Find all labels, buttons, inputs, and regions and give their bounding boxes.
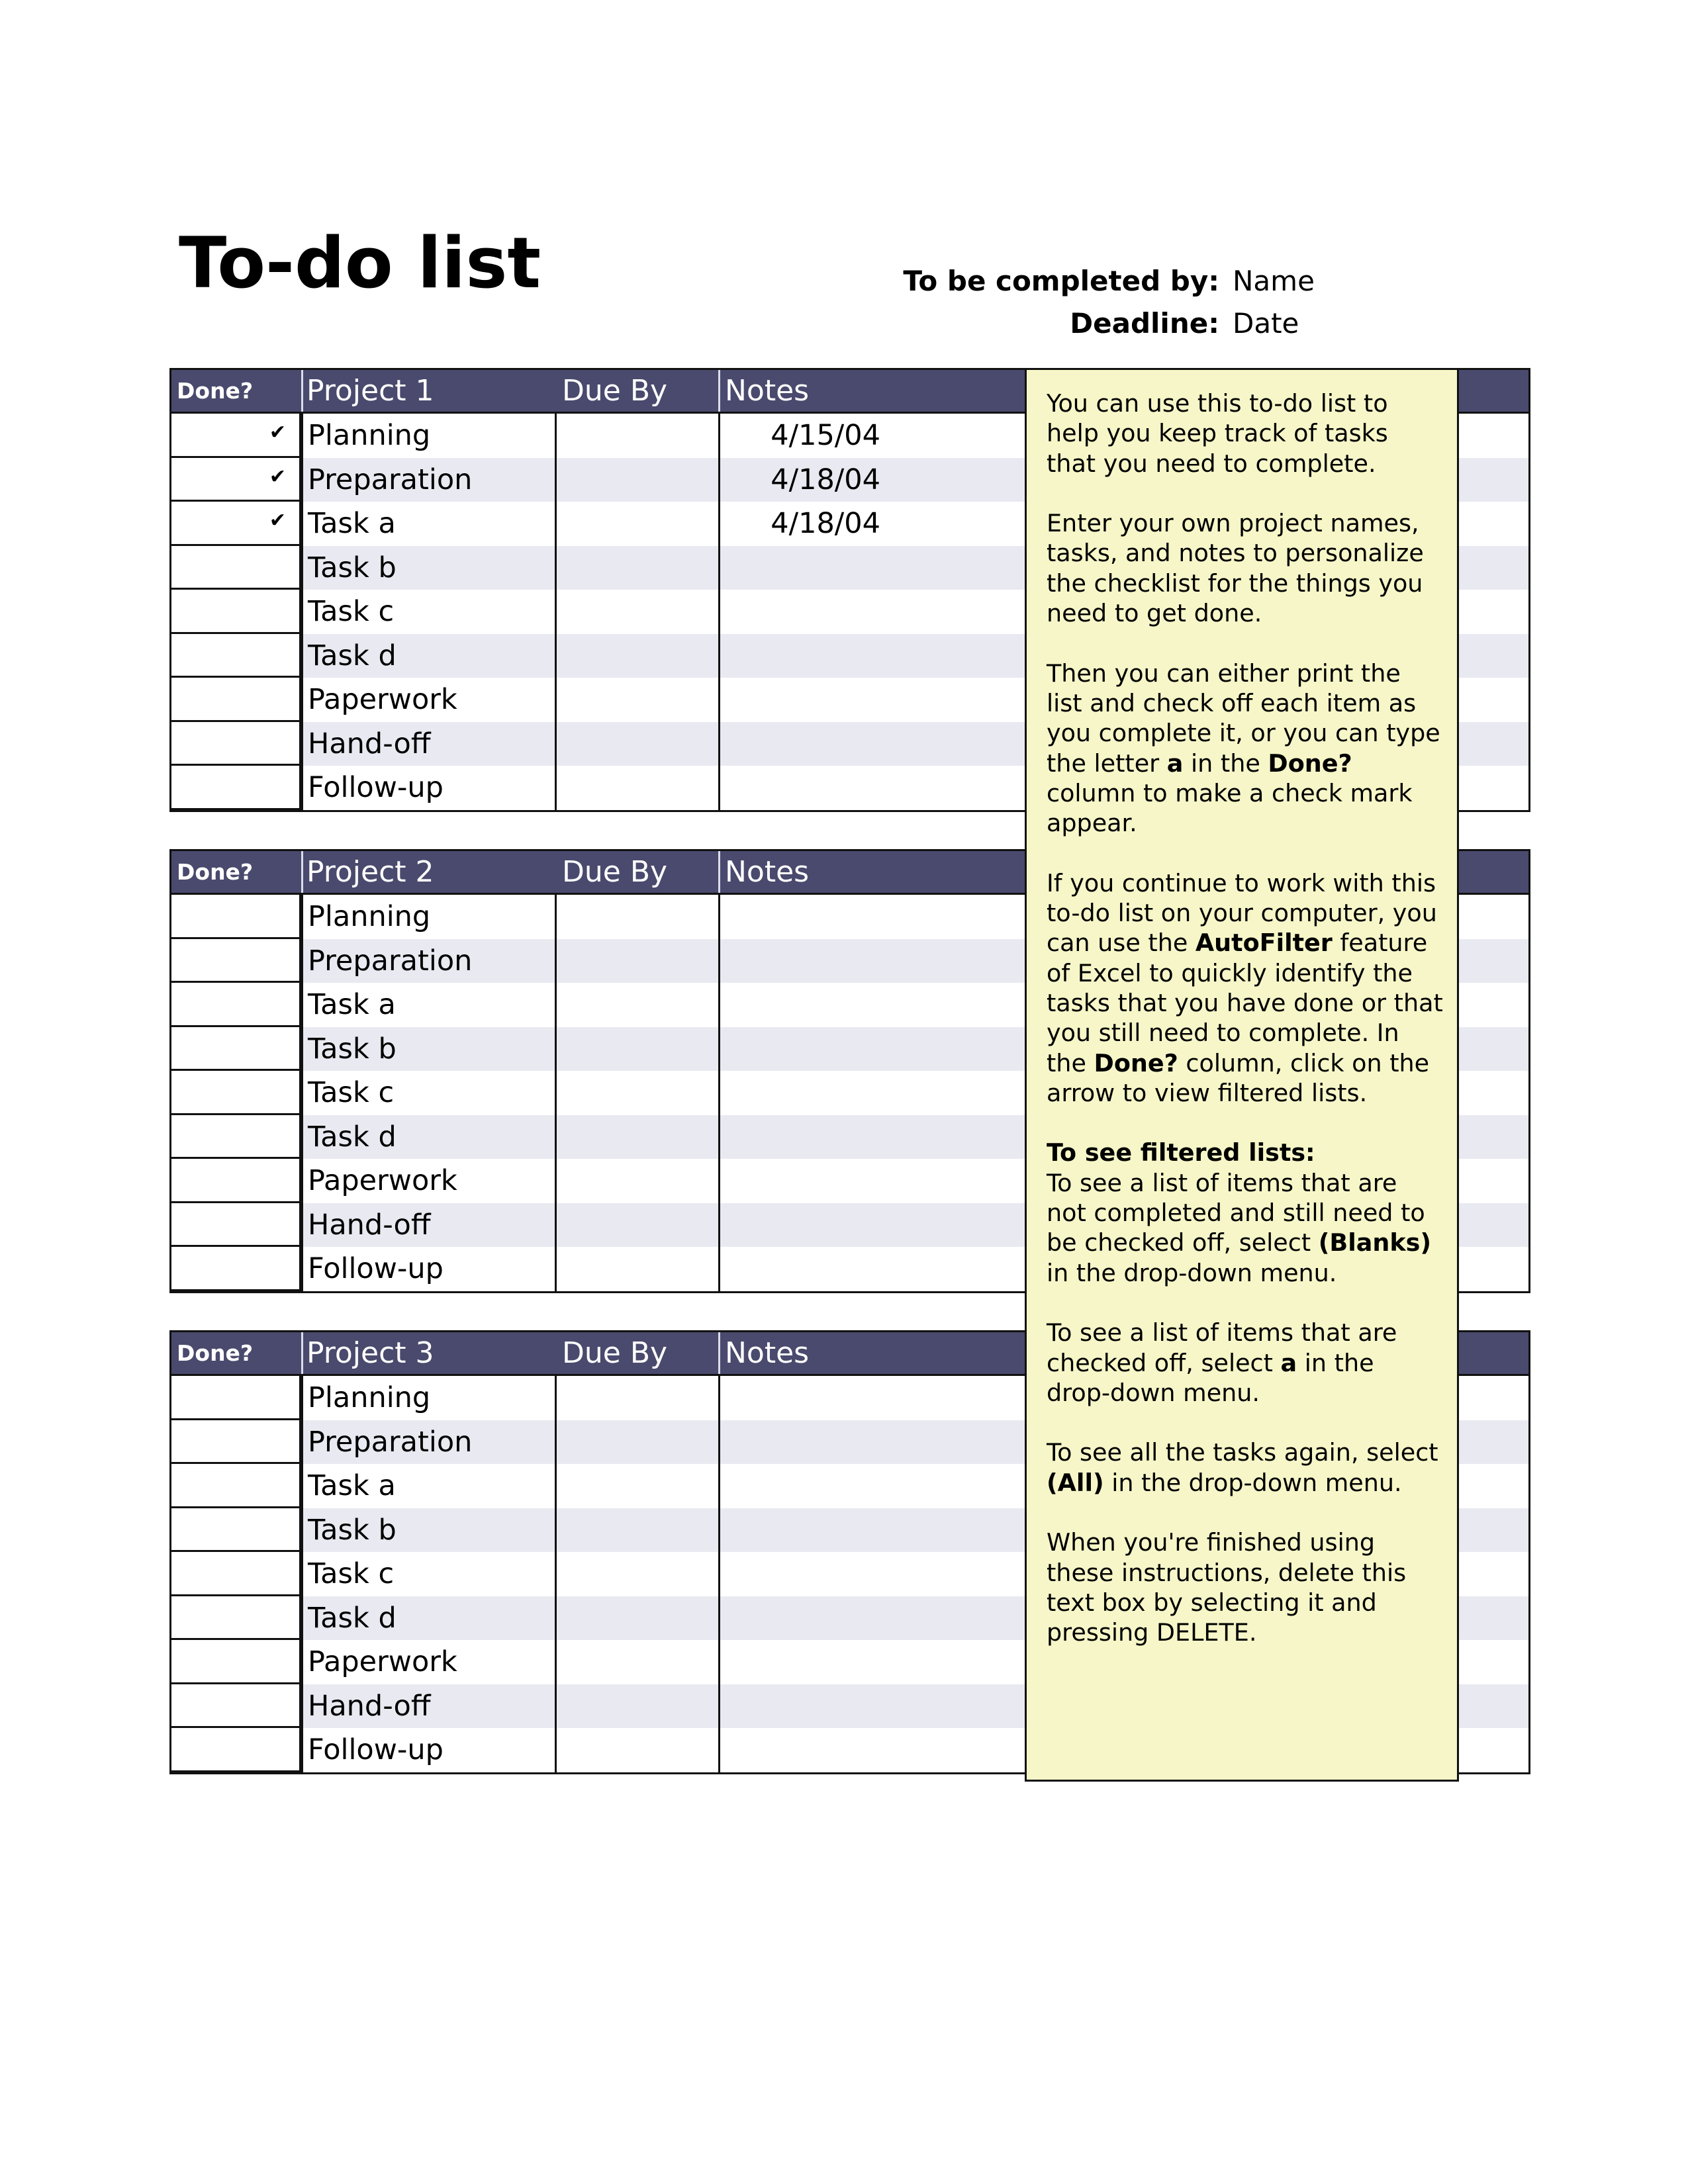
task-name-cell[interactable]: Follow-up	[308, 771, 444, 804]
due-by-header: Due By	[562, 1336, 668, 1370]
done-checkbox-cell[interactable]	[171, 1420, 301, 1465]
done-checkbox-cell[interactable]	[171, 678, 301, 722]
column-divider	[301, 1376, 303, 1772]
done-checkbox-cell[interactable]	[171, 1247, 301, 1291]
page-title: To-do list	[179, 222, 541, 304]
column-divider	[718, 895, 720, 1291]
done-checkbox-cell[interactable]	[171, 1728, 301, 1772]
header-separator	[301, 1332, 303, 1374]
instructions-paragraph: If you continue to work with this to-do list on your computer, you can use the AutoFilter feature of Excel to quickly identify the tasks that you have done or that you still need to complete. In the Done? column, click on the arrow to view filtered lists.	[1047, 868, 1443, 1107]
task-name-cell[interactable]: Task a	[308, 988, 396, 1021]
task-name-cell[interactable]: Hand-off	[308, 1689, 431, 1723]
project-name-header[interactable]: Project 3	[306, 1336, 434, 1370]
check-mark-icon: ✔	[269, 421, 286, 444]
done-checkbox-cell[interactable]	[171, 546, 301, 590]
notes-header: Notes	[725, 1336, 810, 1370]
task-name-cell[interactable]: Task b	[308, 1032, 397, 1066]
task-name-cell[interactable]: Preparation	[308, 1425, 473, 1459]
task-name-cell[interactable]: Planning	[308, 900, 431, 933]
header-separator	[718, 370, 720, 412]
due-by-header: Due By	[562, 374, 668, 408]
completed-by-label: To be completed by:	[903, 265, 1219, 297]
header-separator	[301, 851, 303, 893]
column-divider	[301, 895, 303, 1291]
instructions-paragraph: To see a list of items that are not completed and still need to be checked off, select (Blanks) in the drop-down menu.	[1047, 1168, 1432, 1287]
done-checkbox-cell[interactable]	[171, 1640, 301, 1684]
done-checkbox-cell[interactable]	[171, 590, 301, 634]
deadline-label: Deadline:	[1070, 307, 1219, 340]
instructions-paragraph: To see a list of items that are checked off, select a in the drop-down menu.	[1047, 1318, 1397, 1407]
done-checkbox-cell[interactable]	[171, 722, 301, 766]
done-checkbox-cell[interactable]	[171, 1071, 301, 1115]
task-name-cell[interactable]: Task c	[308, 1076, 395, 1109]
task-name-cell[interactable]: Planning	[308, 419, 431, 452]
done-checkbox-cell[interactable]	[171, 983, 301, 1027]
done-checkbox-cell[interactable]	[171, 766, 301, 810]
column-divider	[301, 414, 303, 810]
check-mark-icon: ✔	[269, 509, 286, 532]
task-name-cell[interactable]: Hand-off	[308, 1208, 431, 1242]
done-checkbox-cell[interactable]	[171, 1115, 301, 1160]
instructions-paragraph: Enter your own project names, tasks, and notes to personalize the checklist for the things you need to get done.	[1047, 509, 1424, 628]
done-checkbox-cell[interactable]	[171, 939, 301, 983]
task-name-cell[interactable]: Paperwork	[308, 1645, 457, 1678]
notes-header: Notes	[725, 374, 810, 408]
project-name-header[interactable]: Project 2	[306, 855, 434, 889]
done-column-header[interactable]: Done?	[177, 859, 254, 885]
task-name-cell[interactable]: Preparation	[308, 944, 473, 978]
column-divider	[718, 414, 720, 810]
done-checkbox-cell[interactable]	[171, 502, 301, 546]
task-name-cell[interactable]: Task d	[308, 639, 397, 672]
task-name-cell[interactable]: Follow-up	[308, 1252, 444, 1285]
task-name-cell[interactable]: Task d	[308, 1601, 397, 1635]
instructions-text-box[interactable]	[1025, 368, 1459, 1782]
instructions-paragraph: To see all the tasks again, select (All) in the drop-down menu.	[1047, 1438, 1438, 1497]
done-checkbox-cell[interactable]	[171, 1027, 301, 1071]
done-checkbox-cell[interactable]	[171, 1203, 301, 1248]
done-checkbox-cell[interactable]	[171, 895, 301, 939]
column-divider	[555, 895, 557, 1291]
task-name-cell[interactable]: Preparation	[308, 463, 473, 496]
task-name-cell[interactable]: Paperwork	[308, 1164, 457, 1197]
header-separator	[301, 370, 303, 412]
due-by-header: Due By	[562, 855, 668, 889]
done-checkbox-cell[interactable]	[171, 634, 301, 678]
instructions-heading: To see filtered lists:	[1047, 1138, 1315, 1167]
done-column-header[interactable]: Done?	[177, 1340, 254, 1366]
instructions-paragraph: Then you can either print the list and check off each item as you complete it, or you can type the letter a in the Done? column to make a check mark appear.	[1047, 659, 1440, 838]
check-mark-icon: ✔	[269, 465, 286, 488]
task-name-cell[interactable]: Task b	[308, 551, 397, 584]
due-date-cell[interactable]: 4/18/04	[771, 463, 880, 496]
task-name-cell[interactable]: Task a	[308, 1469, 396, 1502]
deadline-value[interactable]: Date	[1233, 307, 1299, 340]
done-checkbox-cell[interactable]	[171, 1508, 301, 1553]
notes-header: Notes	[725, 855, 810, 889]
completed-by-value[interactable]: Name	[1233, 265, 1315, 297]
instructions-paragraph: When you're finished using these instructions, delete this text box by selecting it and pressing DELETE.	[1047, 1528, 1407, 1647]
done-checkbox-cell[interactable]	[171, 1464, 301, 1508]
task-name-cell[interactable]: Task c	[308, 595, 395, 628]
done-checkbox-cell[interactable]	[171, 1596, 301, 1641]
done-checkbox-cell[interactable]	[171, 1159, 301, 1203]
column-divider	[718, 1376, 720, 1772]
column-divider	[555, 414, 557, 810]
task-name-cell[interactable]: Task c	[308, 1557, 395, 1590]
instructions-paragraph: You can use this to-do list to help you keep track of tasks that you need to complete.	[1047, 389, 1388, 478]
task-name-cell[interactable]: Planning	[308, 1381, 431, 1414]
done-column-header[interactable]: Done?	[177, 378, 254, 404]
task-name-cell[interactable]: Paperwork	[308, 683, 457, 716]
done-checkbox-cell[interactable]	[171, 414, 301, 458]
task-name-cell[interactable]: Task d	[308, 1120, 397, 1154]
task-name-cell[interactable]: Follow-up	[308, 1733, 444, 1766]
done-checkbox-cell[interactable]	[171, 1552, 301, 1596]
header-separator	[718, 1332, 720, 1374]
due-date-cell[interactable]: 4/18/04	[771, 507, 880, 540]
project-name-header[interactable]: Project 1	[306, 374, 434, 408]
done-checkbox-cell[interactable]	[171, 1684, 301, 1729]
task-name-cell[interactable]: Task b	[308, 1513, 397, 1547]
header-separator	[718, 851, 720, 893]
due-date-cell[interactable]: 4/15/04	[771, 419, 880, 452]
done-checkbox-cell[interactable]	[171, 1376, 301, 1420]
task-name-cell[interactable]: Hand-off	[308, 727, 431, 760]
done-checkbox-cell[interactable]	[171, 458, 301, 502]
task-name-cell[interactable]: Task a	[308, 507, 396, 540]
column-divider	[555, 1376, 557, 1772]
